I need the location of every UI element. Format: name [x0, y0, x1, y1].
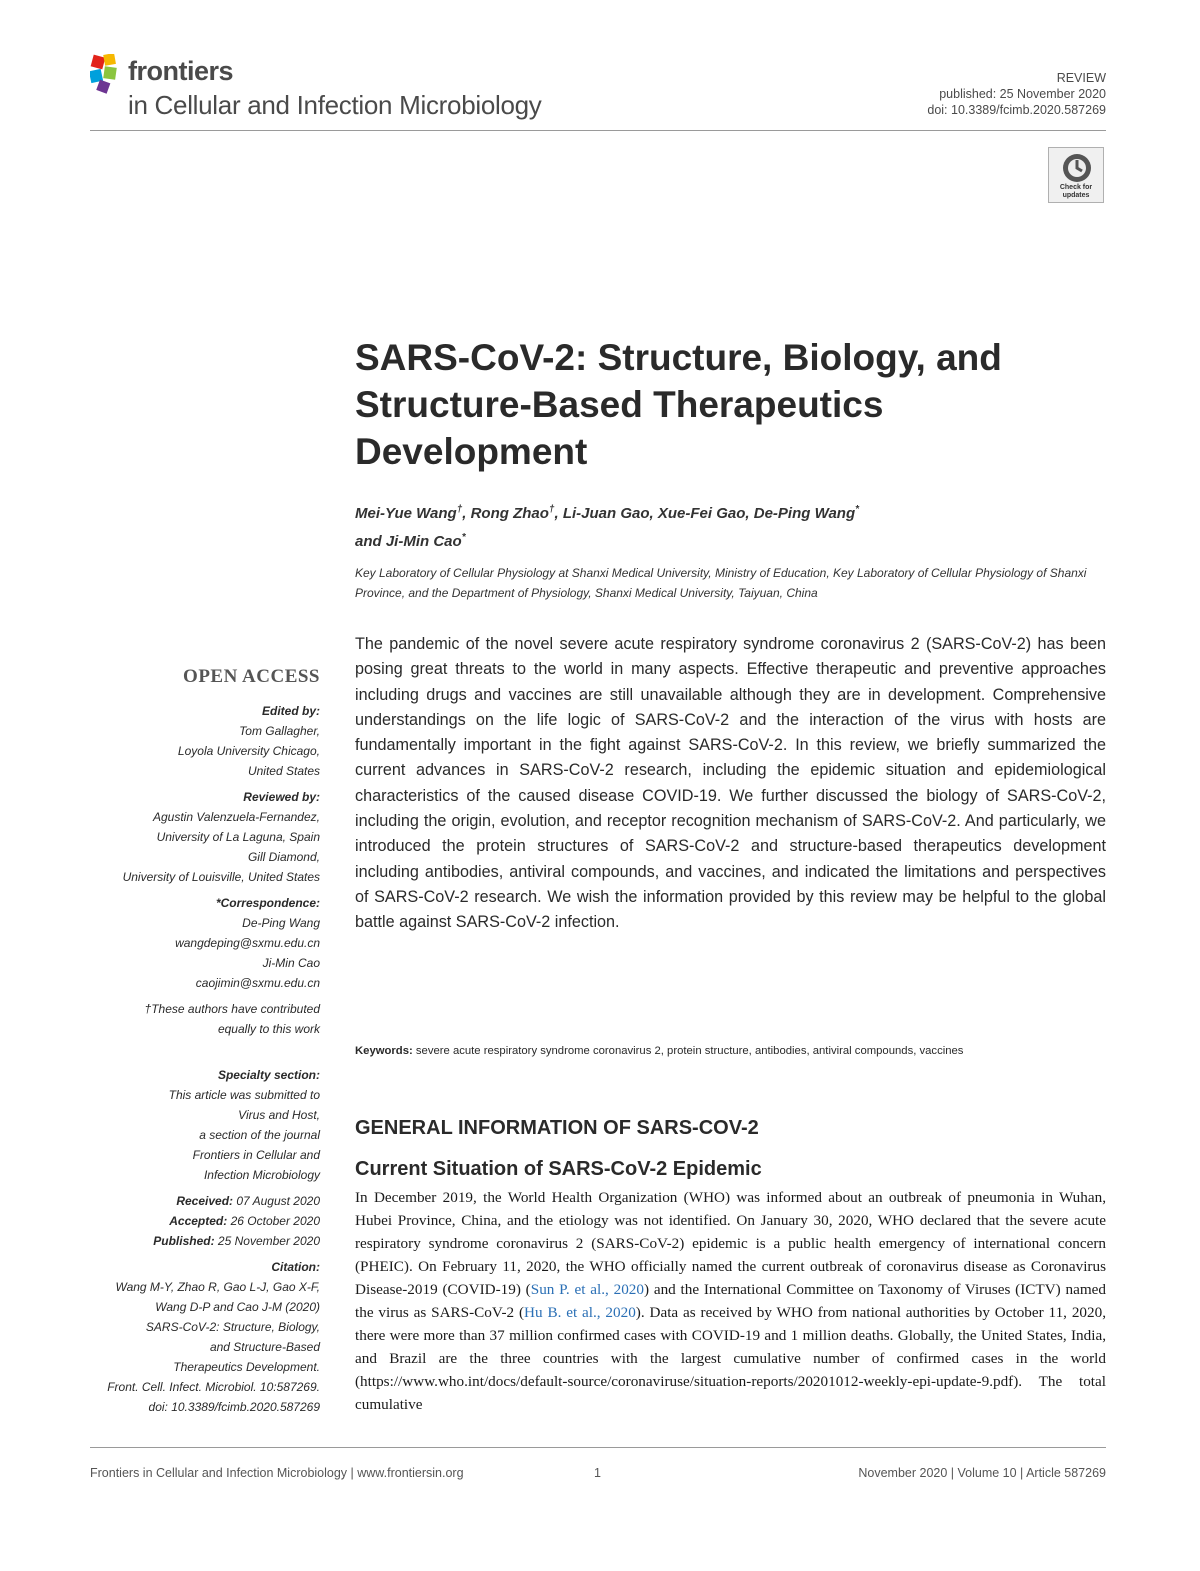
doi-link[interactable]: doi: 10.3389/fcimb.2020.587269: [927, 103, 1106, 117]
author-list: Mei-Yue Wang†, Rong Zhao†, Li-Juan Gao, Xue-Fei Gao, De-Ping Wang* and Ji-Min Cao*: [355, 504, 860, 550]
page-number: 1: [594, 1466, 601, 1480]
abstract: The pandemic of the novel severe acute respiratory syndrome coronavirus 2 (SARS-CoV-2) has been posing great threats to the world in many aspects. Effective therapeutic and preventive approaches including drugs and vaccines are still unavailable although they are in development. Comprehensive understandings on the life logic of SARS-CoV-2 and the interaction of the virus with hosts are fundamentally important in the fight against SARS-CoV-2. In this review, we briefly summarized the current advances in SARS-CoV-2 research, including the epidemic situation and epidemiological characteristics of the caused disease COVID-19. We further discussed the biology of SARS-CoV-2, including the origin, evolution, and receptor recognition mechanism of SARS-CoV-2. And particularly, we introduced the protein structures of SARS-CoV-2 and structure-based therapeutics development including antibodies, antiviral compounds, and vaccines, and indicated the limitations and perspectives of SARS-CoV-2 research. We wish the information provided by this review may be helpful to the global battle against SARS-CoV-2 infection.: [355, 635, 1106, 932]
open-access-label: OPEN ACCESS: [183, 666, 320, 687]
author-name[interactable]: Ji-Min Cao: [385, 533, 462, 550]
citation-link[interactable]: Hu B. et al., 2020: [524, 1304, 636, 1321]
frontiers-logo-icon: [90, 54, 130, 94]
reviewer-name[interactable]: Agustin Valenzuela-Fernandez,: [153, 810, 320, 824]
email-link[interactable]: wangdeping@sxmu.edu.cn: [175, 936, 320, 950]
reviewed-by: Reviewed by: Agustin Valenzuela-Fernandez, University of La Laguna, Spain Gill Diamond, University of Louisville, United States: [90, 787, 320, 887]
article-title: SARS-CoV-2: Structure, Biology, and Structure-Based Therapeutics Development: [355, 337, 1002, 472]
specialty-section: Specialty section: This article was submitted to Virus and Host, a section of the journal Frontiers in Cellular and Infection Microbiology: [168, 1068, 320, 1182]
citation-link[interactable]: Sun P. et al., 2020: [530, 1281, 644, 1298]
sidebar-published-date: 25 November 2020: [217, 1234, 320, 1248]
citation-doi-link[interactable]: doi: 10.3389/fcimb.2020.587269: [148, 1400, 320, 1414]
email-link[interactable]: caojimin@sxmu.edu.cn: [195, 976, 320, 990]
article-meta: [927, 70, 1106, 118]
journal-logo[interactable]: [90, 50, 610, 120]
published-date: published: 25 November 2020: [939, 87, 1106, 101]
edited-by: Edited by: Tom Gallagher, Loyola University Chicago, United States: [90, 701, 320, 781]
correspondence: *Correspondence: De-Ping Wang wangdeping@sxmu.edu.cn Ji-Min Cao caojimin@sxmu.edu.cn: [90, 893, 320, 993]
article-type: REVIEW: [1056, 71, 1106, 85]
subsection-heading: Current Situation of SARS-CoV-2 Epidemic: [355, 1158, 762, 1180]
footer-journal-link[interactable]: Frontiers in Cellular and Infection Microbiology | www.frontiersin.org: [90, 1466, 464, 1480]
author-name[interactable]: Li-Juan Gao: [562, 505, 650, 522]
check-for-updates-button[interactable]: [1048, 147, 1104, 203]
article-sidebar: [90, 665, 320, 1423]
received-date: 07 August 2020: [236, 1194, 320, 1208]
brand-name: frontiers: [128, 56, 234, 86]
equal-contribution-note: †These authors have contributed equally to this work: [144, 1002, 320, 1036]
author-name[interactable]: Mei-Yue Wang: [355, 505, 457, 522]
section-heading: GENERAL INFORMATION OF SARS-COV-2: [355, 1117, 759, 1139]
keywords: [355, 1045, 1115, 1057]
header-divider: [90, 130, 1106, 131]
reviewer-name[interactable]: Gill Diamond,: [247, 850, 320, 864]
check-for-updates-icon: [1061, 152, 1093, 184]
author-name[interactable]: De-Ping Wang: [753, 505, 856, 522]
author-name[interactable]: Rong Zhao: [470, 505, 549, 522]
keywords-list: severe acute respiratory syndrome coronavirus 2, protein structure, antibodies, antiviral compounds, vaccines: [415, 1045, 964, 1057]
editor-name[interactable]: Tom Gallagher,: [239, 724, 320, 738]
keywords-label: Keywords:: [355, 1045, 413, 1057]
footer-issue-info: November 2020 | Volume 10 | Article 587269: [858, 1466, 1106, 1480]
dates: Received: 07 August 2020 Accepted: 26 October 2020 Published: 25 November 2020: [153, 1194, 320, 1248]
journal-name: in Cellular and Infection Microbiology: [128, 90, 542, 120]
citation: Citation: Wang M-Y, Zhao R, Gao L-J, Gao X-F, Wang D-P and Cao J-M (2020) SARS-CoV-2: Structure, Biology, and Structure-Based Therapeutics Development. Front. Cell. Infect. Microbiol. 10:587269. doi: 10.3389/fcimb.2020.587269: [90, 1257, 320, 1417]
update-badge-label: Check for updates: [1059, 184, 1093, 199]
accepted-date: 26 October 2020: [230, 1214, 320, 1228]
author-name[interactable]: Xue-Fei Gao: [657, 505, 746, 522]
affiliation: Key Laboratory of Cellular Physiology at Shanxi Medical University, Ministry of Education, Key Laboratory of Cellular Physiology of Shanxi Province, and the Department of Physiology, Shanxi Medical University, Taiyuan, China: [355, 566, 1087, 600]
footer-divider: [90, 1447, 1106, 1448]
body-paragraph: In December 2019, the World Health Organization (WHO) was informed about an outbreak of pneumonia in Wuhan, Hubei Province, China, and the etiology was not identified. On January 30, 2020, WHO declared that the severe acute respiratory syndrome coronavirus 2 (SARS-CoV-2) epidemic is a public health emergency of international concern (PHEIC). On February 11, 2020, the WHO officially named the current outbreak of coronavirus disease as Coronavirus Disease-2019 (COVID-19) (Sun P. et al., 2020) and the International Committee on Taxonomy of Viruses (ICTV) named the virus as SARS-CoV-2 (Hu B. et al., 2020). Data as received by WHO from national authorities by October 11, 2020, there were more than 37 million confirmed cases with COVID-19 and 1 million deaths. Globally, the United States, India, and Brazil are the three countries with the largest cumulative number of confirmed cases in the world (https://www.who.int/docs/default-source/coronaviruse/situation-reports/20201012-weekly-epi-update-9.pdf). The total cumulative: [355, 1189, 1106, 1413]
